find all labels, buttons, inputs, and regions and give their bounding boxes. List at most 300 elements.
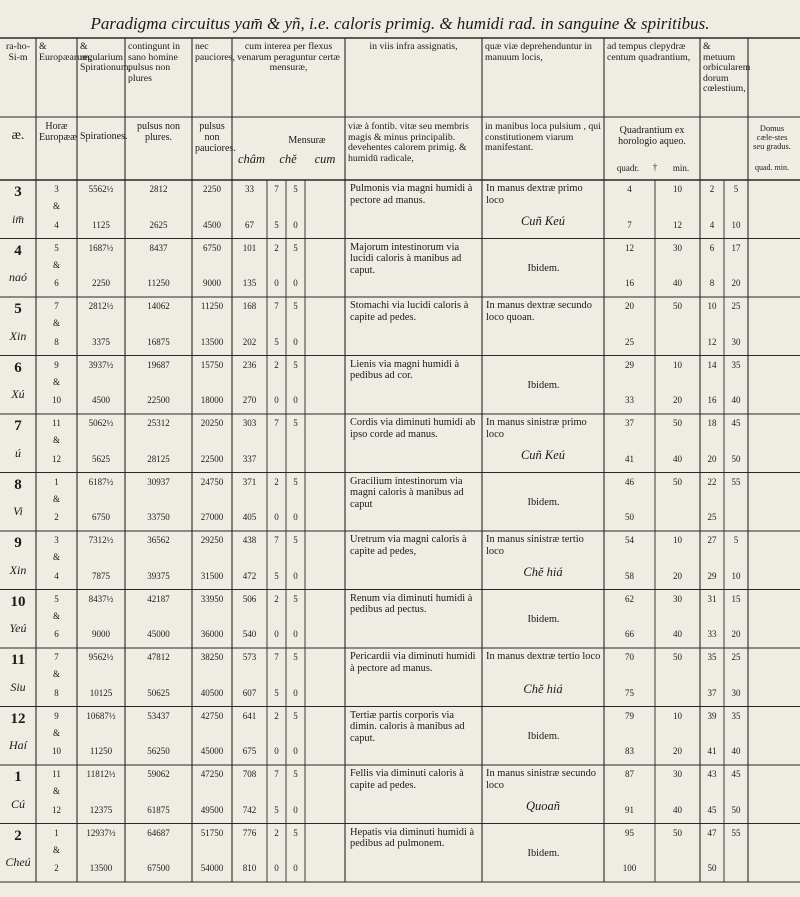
european-hour: 6 — [54, 278, 59, 288]
mensura-value: 5 — [293, 476, 298, 487]
quadrant-minute: 40 — [673, 629, 682, 639]
hour-label: 12 — [10, 710, 26, 727]
subheader-quadr: quadr. — [616, 163, 640, 173]
quadrant-value: 58 — [625, 570, 634, 581]
hour-connector: & — [52, 727, 60, 738]
quadrant-minute: 10 — [673, 710, 682, 721]
hour-name: naó — [9, 270, 27, 284]
pulse-min-end: 54000 — [200, 863, 224, 873]
mensura-value: 7 — [274, 769, 279, 779]
celestial-minute — [724, 864, 748, 877]
quadrant-value: 70 — [625, 652, 634, 662]
celestial-degree: 47 — [707, 827, 717, 838]
pulse-location-name: Cuñ Keú — [520, 213, 566, 228]
celestial-minute: 10 — [731, 570, 741, 581]
hour-label: 2 — [14, 827, 22, 844]
european-hour: 10 — [52, 746, 61, 756]
european-hour: 8 — [54, 687, 59, 698]
mensura-value: 0 — [293, 746, 298, 756]
hour-connector: & — [52, 669, 60, 680]
mensura-value: 573 — [242, 652, 257, 662]
hour-connector: & — [52, 610, 60, 621]
pulse-min-start: 20250 — [200, 418, 224, 428]
mensura-value: 101 — [242, 242, 257, 253]
quadrant-value: 29 — [625, 359, 634, 370]
subheader-loca: in manibus loca pulsium , qui constitutionem viarum manifestant. — [485, 121, 601, 154]
subheader-viae: viæ à fontib. vitæ seu membris magis & minus principalib. devehentes calorem primig. & humidū radicale, — [348, 121, 469, 164]
subheader-dagger: † — [652, 162, 658, 172]
spirations-end: 6750 — [92, 512, 110, 522]
mensura-value: 5 — [293, 535, 298, 545]
column-header: ad tempus clepydræ centum quadrantium, — [607, 41, 691, 63]
column-header: in viis infra assignatis, — [369, 41, 458, 52]
quadrant-minute: 30 — [673, 242, 682, 253]
celestial-minute: 35 — [731, 710, 741, 721]
column-header: ra-ho-Si-m — [6, 41, 30, 63]
mensura-value: 405 — [242, 512, 257, 522]
quadrant-value: 100 — [622, 863, 637, 873]
celestial-degree: 10 — [707, 301, 717, 311]
mensura-value: 0 — [274, 746, 279, 756]
european-hour: 5 — [54, 593, 59, 604]
pulse-max-end: 56250 — [147, 746, 170, 756]
pulse-location: In manus dextræ tertio loco — [486, 651, 601, 662]
quadrant-minute: 10 — [673, 535, 682, 545]
via-description: Renum via diminuti humidi à pedibus ad pectus. — [350, 592, 473, 616]
quadrant-value: 91 — [625, 804, 634, 815]
celestial-minute: 5 — [733, 535, 739, 545]
pulse-max-end: 2625 — [149, 219, 168, 230]
european-hour: 5 — [54, 242, 59, 253]
quadrant-value: 75 — [625, 687, 634, 698]
pulse-min-end: 18000 — [200, 395, 224, 405]
european-hour: 11 — [52, 769, 61, 779]
european-hour: 7 — [54, 652, 59, 662]
mensura-value: 2 — [274, 593, 279, 604]
spirations-start: 9562½ — [88, 652, 114, 662]
mensura-value: 708 — [242, 769, 257, 779]
hour-name: Siu — [10, 679, 26, 694]
pulse-min-start: 29250 — [200, 535, 224, 545]
celestial-degree: 22 — [707, 476, 717, 487]
quadrant-minute: 50 — [673, 827, 682, 838]
mensura-value: 33 — [245, 184, 254, 194]
pulse-location: Ibidem. — [527, 262, 560, 274]
column-header: cum interea per flexus venarum peraguntur certæ mensuræ, — [237, 41, 340, 74]
spirations-end: 4500 — [92, 395, 110, 405]
celestial-degree: 37 — [707, 687, 717, 698]
celestial-degree: 4 — [709, 219, 715, 230]
mensura-value: 337 — [242, 453, 257, 464]
spirations-start: 1687½ — [88, 242, 114, 253]
mensura-value: 506 — [242, 593, 257, 604]
mensura-value: 7 — [274, 418, 279, 428]
pulse-max-start: 59062 — [147, 769, 170, 779]
mensura-value: 5 — [293, 359, 298, 370]
pulse-location-name: Chĕ hiá — [523, 564, 563, 579]
pulse-max-start: 25312 — [147, 418, 170, 428]
spirations-end: 5625 — [92, 453, 110, 464]
spirations-start: 8437½ — [88, 593, 114, 604]
spirations-start: 5062½ — [88, 418, 114, 428]
mensura-value: 168 — [242, 301, 257, 311]
pulse-min-start: 11250 — [200, 301, 224, 311]
mensura-value: 236 — [242, 359, 257, 370]
pulse-location: In manus sinistræ secundo loco — [486, 768, 596, 791]
quadrant-value: 37 — [625, 418, 634, 428]
pulse-min-start: 15750 — [200, 359, 224, 370]
mensura-value: 5 — [293, 769, 298, 779]
pulse-location-name: Chĕ hiá — [523, 681, 563, 696]
celestial-minute: 30 — [731, 336, 741, 347]
spirations-end: 10125 — [89, 687, 113, 698]
quadrant-minute: 40 — [673, 278, 682, 288]
pulse-max-end: 50625 — [147, 687, 170, 698]
quadrant-value: 33 — [625, 395, 634, 405]
hour-label: 7 — [14, 418, 22, 434]
hour-name: Cú — [10, 796, 25, 811]
spirations-start: 2812½ — [88, 301, 114, 311]
european-hour: 10 — [52, 395, 61, 405]
hour-label: 9 — [14, 535, 22, 551]
mensura-value: 0 — [274, 863, 279, 873]
celestial-minute: 50 — [731, 804, 741, 815]
pulse-min-end: 49500 — [200, 804, 224, 815]
pulse-min-end: 45000 — [200, 746, 224, 756]
mensura-value: 2 — [274, 476, 279, 487]
celestial-degree: 35 — [707, 652, 717, 662]
european-hour: 2 — [54, 863, 59, 873]
celestial-minute: 30 — [731, 687, 741, 698]
mensura-value: 5 — [274, 687, 279, 698]
celestial-degree: 8 — [709, 278, 715, 288]
spirations-end: 11250 — [89, 746, 113, 756]
hour-connector: & — [52, 786, 60, 797]
pulse-min-start: 24750 — [200, 476, 224, 487]
quadrant-minute — [655, 513, 700, 526]
mensura-value: 810 — [242, 863, 257, 873]
pulse-max-start: 19687 — [147, 359, 170, 370]
european-hour: 1 — [54, 827, 59, 838]
european-hour: 2 — [54, 512, 59, 522]
european-hour: 12 — [52, 804, 61, 815]
pulse-min-end: 9000 — [203, 278, 221, 288]
page-title: Paradigma circuitus yam̄ & yñ, i.e. caloris primig. & humidi rad. in sanguine & spiritibus. — [90, 14, 710, 33]
hour-connector: & — [52, 493, 60, 504]
mensura-value: 7 — [274, 535, 279, 545]
celestial-degree: 6 — [709, 242, 715, 253]
column-header: nec pauciores, — [195, 41, 235, 63]
pulse-max-start: 64687 — [147, 827, 170, 838]
quadrant-minute — [655, 864, 700, 877]
via-description: Stomachi via lucidi caloris à capite ad pedes. — [350, 300, 469, 323]
hour-label: 5 — [14, 301, 22, 317]
column-header: & metuum orbicularem dorum cœlestium, — [703, 41, 751, 95]
quadrant-minute: 50 — [673, 301, 682, 311]
hour-name: Xin — [9, 328, 27, 343]
quadrant-minute: 50 — [673, 476, 682, 487]
quadrant-minute: 30 — [673, 593, 682, 604]
mensura-value: 371 — [242, 476, 257, 487]
pulse-min-end: 27000 — [200, 512, 224, 522]
mensura-value: 0 — [274, 629, 279, 639]
mensura-value: 5 — [274, 219, 279, 230]
pulse-min-start: 38250 — [200, 652, 224, 662]
subheader-cham: châm — [237, 152, 266, 166]
pulse-min-start: 2250 — [203, 184, 221, 194]
subheader-pulse-max: pulsus non plures. — [136, 121, 181, 143]
quadrant-value: 83 — [625, 746, 634, 756]
quadrant-value: 16 — [625, 278, 634, 288]
column-header: quæ viæ deprehenduntur in manuum locis, — [485, 41, 592, 63]
hour-connector: & — [52, 201, 60, 212]
quadrant-value: 7 — [627, 219, 632, 230]
subheader-hours: Horæ Europææ — [39, 121, 77, 143]
pulse-max-end: 45000 — [147, 629, 170, 639]
spirations-end: 3375 — [92, 336, 110, 347]
mensura-value: 540 — [242, 629, 257, 639]
column-header: & regularium Spirationum, — [80, 41, 131, 74]
hour-connector: & — [52, 435, 60, 446]
celestial-degree: 50 — [707, 863, 717, 873]
pulse-min-start: 33950 — [200, 593, 224, 604]
spirations-end: 13500 — [89, 863, 113, 873]
celestial-degree: 16 — [707, 395, 717, 405]
celestial-degree: 39 — [707, 710, 717, 721]
via-description: Hepatis via diminuti humidi à pedibus ad pulmonem. — [350, 826, 475, 850]
mensura-value: 5 — [293, 593, 298, 604]
mensura-value: 776 — [242, 827, 257, 838]
pulse-min-start: 42750 — [200, 710, 224, 721]
spirations-end: 2250 — [92, 278, 110, 288]
european-hour: 3 — [54, 535, 59, 545]
pulse-location: In manus sinistræ tertio loco — [486, 534, 584, 557]
via-description: Uretrum via magni caloris à capite ad pedes, — [350, 534, 467, 557]
quadrant-minute: 20 — [673, 570, 682, 581]
spirations-start: 7312½ — [88, 535, 114, 545]
hour-name: Xin — [9, 562, 27, 577]
pulse-location: Ibidem. — [527, 496, 560, 508]
hour-label: 8 — [14, 476, 22, 493]
celestial-minute: 25 — [731, 301, 741, 311]
subheader-che: chě — [279, 152, 297, 166]
mensura-value: 0 — [293, 512, 298, 522]
quadrant-value: 66 — [625, 629, 634, 639]
pulse-location: In manus dextræ secundo loco quoan. — [486, 300, 592, 323]
quadrant-value: 46 — [625, 476, 634, 487]
spirations-start: 10687½ — [86, 710, 116, 721]
mensura-value: 202 — [242, 336, 257, 347]
quadrant-minute: 50 — [673, 652, 682, 662]
quadrant-minute: 12 — [673, 219, 682, 230]
quadrant-value: 79 — [625, 710, 634, 721]
hour-name: Vi — [13, 504, 23, 518]
pulse-location: Ibidem. — [527, 730, 560, 742]
hour-name: Haí — [9, 738, 27, 752]
pulse-location: In manus sinistræ primo loco — [486, 417, 587, 440]
european-hour: 4 — [54, 219, 59, 230]
celestial-degree: 2 — [709, 184, 715, 194]
hour-label: 4 — [14, 242, 22, 259]
pulse-max-start: 8437 — [149, 242, 168, 253]
spirations-start: 12937½ — [86, 827, 116, 838]
celestial-degree: 29 — [707, 570, 717, 581]
celestial-minute — [724, 513, 748, 526]
celestial-degree: 18 — [707, 418, 717, 428]
celestial-minute: 35 — [731, 359, 741, 370]
mensura-value: 0 — [293, 863, 298, 873]
via-description: Majorum intestinorum via lucidi caloris à manibus ad caput. — [350, 241, 462, 277]
via-description: Pericardii via diminuti humidi à pectore ad manus. — [350, 651, 476, 674]
spirations-start: 5562½ — [88, 184, 114, 194]
mensura-value: 0 — [293, 336, 298, 347]
hour-name: Cheú — [5, 855, 31, 869]
quadrant-minute: 40 — [673, 804, 682, 815]
pulse-max-end: 67500 — [147, 863, 170, 873]
mensura-value: 0 — [293, 219, 298, 230]
european-hour: 12 — [52, 453, 61, 464]
quadrant-value: 12 — [625, 242, 634, 253]
mensura-value: 641 — [242, 710, 257, 721]
pulse-max-start: 30937 — [147, 476, 170, 487]
celestial-minute: 55 — [731, 476, 741, 487]
quadrant-value: 87 — [625, 769, 634, 779]
pulse-max-end: 22500 — [147, 395, 170, 405]
celestial-minute: 25 — [731, 652, 741, 662]
celestial-degree: 25 — [707, 512, 717, 522]
subheader-min: min. — [672, 163, 690, 173]
celestial-degree: 20 — [707, 453, 717, 464]
quadrant-value: 25 — [625, 336, 634, 347]
celestial-degree: 31 — [707, 593, 717, 604]
pulse-max-start: 47812 — [147, 652, 170, 662]
via-description: Cordis via diminuti humidi ab ipso corde ad manus. — [350, 417, 476, 440]
celestial-degree: 41 — [707, 746, 717, 756]
pulse-min-start: 47250 — [200, 769, 224, 779]
celestial-minute: 50 — [731, 453, 741, 464]
celestial-minute: 45 — [731, 418, 741, 428]
mensura-value: 0 — [293, 395, 298, 405]
mensura-value: 5 — [293, 418, 298, 428]
mensura-value: 5 — [274, 804, 279, 815]
celestial-degree: 45 — [707, 804, 717, 815]
european-hour: 8 — [54, 336, 59, 347]
hour-connector: & — [52, 259, 60, 270]
european-hour: 11 — [52, 418, 61, 428]
hour-label: 3 — [14, 184, 22, 200]
quadrant-minute: 20 — [673, 395, 682, 405]
mensura-value: 0 — [293, 804, 298, 815]
pulse-min-end: 22500 — [200, 453, 224, 464]
mensura-value: 2 — [274, 359, 279, 370]
european-hour: 9 — [54, 359, 59, 370]
quadrant-minute — [655, 689, 700, 702]
hour-label: 1 — [14, 769, 22, 785]
subheader-mensurae: Mensuræ — [288, 135, 326, 146]
spirations-start: 11812½ — [86, 769, 116, 779]
celestial-degree: 43 — [707, 769, 717, 779]
quadrant-value: 50 — [625, 512, 634, 522]
european-hour: 4 — [54, 570, 59, 581]
mensura-value — [286, 455, 305, 468]
subheader-quadrantium: Quadrantium ex horologio aqueo. — [618, 125, 686, 147]
hour-label: 11 — [10, 652, 26, 668]
quadrant-minute: 50 — [673, 418, 682, 428]
via-description: Tertiæ partis corporis via dimin. caloris à manibus ad caput. — [350, 709, 465, 745]
mensura-value — [267, 455, 286, 468]
pulse-min-end: 31500 — [200, 570, 224, 581]
mensura-value: 5 — [293, 710, 298, 721]
quadrant-value: 54 — [625, 535, 634, 545]
celestial-degree: 33 — [707, 629, 717, 639]
hour-name: Yeú — [9, 621, 27, 635]
hour-name: ú — [15, 445, 21, 460]
mensura-value: 5 — [293, 301, 298, 311]
mensura-value: 0 — [274, 395, 279, 405]
pulse-max-start: 14062 — [147, 301, 170, 311]
pulse-location-name: Quoañ — [525, 798, 561, 813]
pulse-max-end: 39375 — [147, 570, 170, 581]
celestial-degree: 27 — [707, 535, 717, 545]
celestial-minute: 40 — [731, 395, 741, 405]
quadrant-value: 95 — [625, 827, 634, 838]
mensura-value: 67 — [245, 219, 254, 230]
pulse-min-start: 6750 — [203, 242, 221, 253]
celestial-minute: 17 — [731, 242, 741, 253]
mensura-value: 742 — [242, 804, 257, 815]
via-description: Pulmonis via magni humidi à pectore ad manus. — [350, 183, 473, 206]
hour-name: im̄ — [12, 211, 24, 226]
mensura-value: 303 — [242, 418, 257, 428]
mensura-value: 2 — [274, 242, 279, 253]
celestial-minute: 20 — [731, 629, 741, 639]
hour-label: 6 — [14, 359, 22, 376]
pulse-min-end: 4500 — [203, 219, 221, 230]
column-header: contingunt in sano homine pulsus non plures — [128, 41, 180, 84]
mensura-value: 5 — [293, 652, 298, 662]
subheader-quad-min: quad. min. — [755, 163, 789, 172]
via-description: Gracilium intestinorum via magni caloris à manibus ad caput — [350, 475, 464, 511]
spirations-end: 9000 — [92, 629, 110, 639]
quadrant-minute: 10 — [673, 184, 682, 194]
hour-connector: & — [52, 376, 60, 387]
hour-connector: & — [52, 844, 60, 855]
celestial-minute: 20 — [731, 278, 741, 288]
mensura-value: 5 — [293, 184, 298, 194]
pulse-max-end: 16875 — [147, 336, 170, 347]
spirations-end: 12375 — [89, 804, 113, 815]
mensura-value: 0 — [274, 512, 279, 522]
mensura-value: 5 — [274, 570, 279, 581]
mensura-value: 0 — [293, 629, 298, 639]
celestial-minute: 55 — [731, 827, 741, 838]
subheader-hour: æ. — [11, 128, 25, 143]
mensura-value: 438 — [242, 535, 257, 545]
mensura-value: 2 — [274, 827, 279, 838]
mensura-value: 0 — [293, 687, 298, 698]
mensura-value: 7 — [274, 301, 279, 311]
hour-connector: & — [52, 552, 60, 563]
mensura-value: 7 — [274, 652, 279, 662]
pulse-min-end: 13500 — [200, 336, 224, 347]
mensura-value: 472 — [242, 570, 257, 581]
pulse-max-end: 33750 — [147, 512, 170, 522]
quadrant-minute: 40 — [673, 453, 682, 464]
quadrant-value: 4 — [627, 184, 632, 194]
mensura-value: 675 — [242, 746, 257, 756]
quadrant-value: 62 — [625, 593, 634, 604]
mensura-value: 607 — [242, 687, 257, 698]
